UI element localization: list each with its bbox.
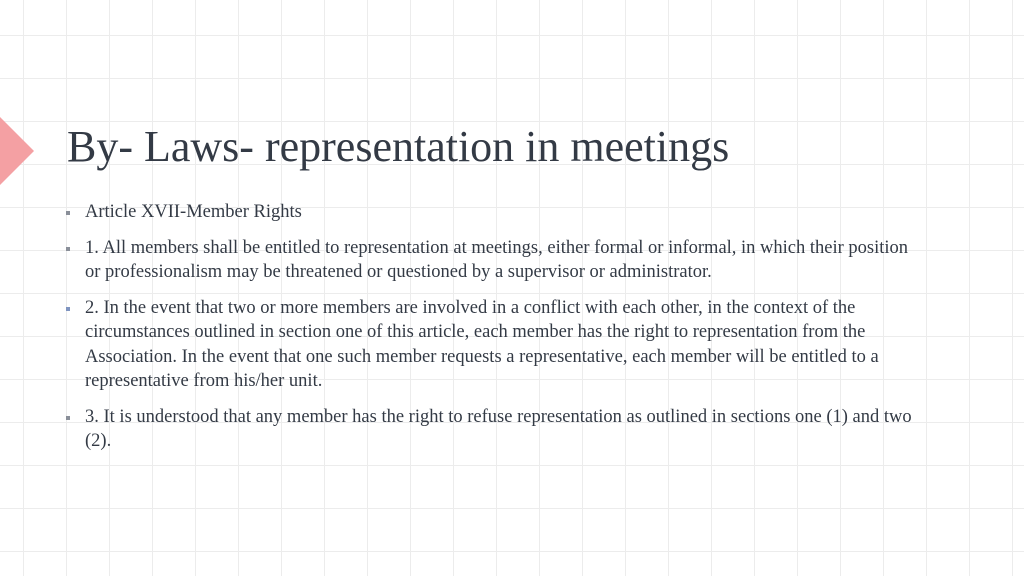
bullet-text: 1. All members shall be entitled to representation at meetings, either formal or informal, in which their position or professionalism may be threatened or questioned by a supervisor or administrator. [85, 237, 909, 282]
slide-title: By- Laws- representation in meetings [67, 122, 730, 171]
bullet-text: Article XVII-Member Rights [85, 202, 302, 222]
bullet-marker-icon [66, 211, 70, 215]
bullet-marker-icon [66, 247, 70, 251]
bullet-marker-icon [66, 416, 70, 420]
bullet-text: 2. In the event that two or more members are involved in a conflict with each other, in the context of the circumstances outlined in section one of this article, each member has the right to representation from the Association. In the event that one such member requests a representative, each member will be entitled to a representative from his/her unit. [85, 297, 879, 391]
bullet-text: 3. It is understood that any member has the right to refuse representation as outlined in sections one (1) and two (2). [85, 406, 912, 451]
bullet-item [66, 405, 916, 454]
accent-triangle [0, 117, 34, 185]
bullet-item [66, 296, 916, 394]
bullet-marker-icon [66, 307, 70, 311]
bullet-item [66, 200, 916, 225]
bullet-list [66, 200, 916, 465]
bullet-item [66, 236, 916, 285]
